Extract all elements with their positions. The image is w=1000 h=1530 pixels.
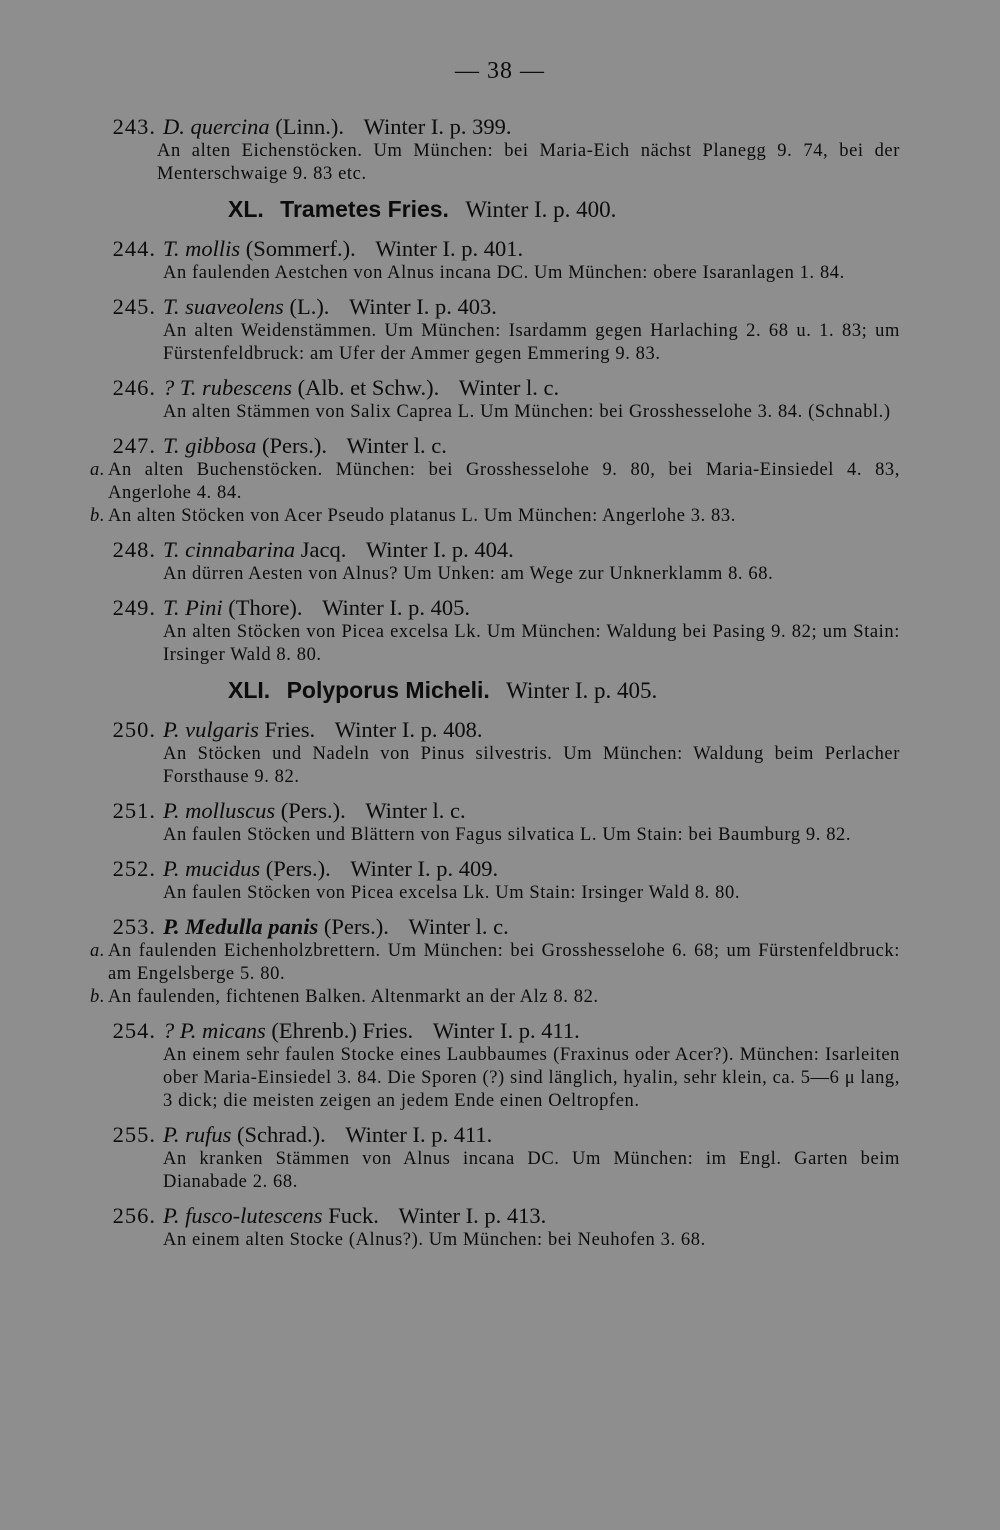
species-name: T. mollis: [163, 236, 241, 261]
entry-number: 245.: [112, 294, 156, 319]
species-entry: [90, 294, 900, 366]
species-entry: [90, 1018, 900, 1113]
species-authority: (Sommerf.).: [245, 236, 356, 261]
species-entry: [90, 914, 900, 1009]
entry-number: 256.: [112, 1203, 156, 1228]
entry-description: An Stöcken und Nadeln von Pinus silvestris. Um München: Waldung beim Perlacher Forsthause 9. 82.: [163, 744, 900, 787]
subitem-text: An faulenden, fichtenen Balken. Altenmarkt an der Alz 8. 82.: [108, 987, 599, 1007]
species-authority: (Schrad.).: [236, 1122, 326, 1147]
species-authority: Jacq.: [300, 537, 347, 562]
literature-reference: Winter I. p. 408.: [334, 717, 483, 742]
entry-number: 254.: [112, 1018, 156, 1043]
entry-number: 252.: [112, 856, 156, 881]
entry-number: 248.: [112, 537, 156, 562]
entry-heading: [90, 717, 900, 743]
species-authority: (Pers.).: [265, 856, 331, 881]
entry-heading: [90, 856, 900, 882]
literature-reference: Winter l. c.: [408, 914, 509, 939]
species-authority: (Pers.).: [323, 914, 389, 939]
entry-heading: [90, 433, 900, 459]
entry-number: 251.: [112, 798, 156, 823]
entry-heading: [90, 537, 900, 563]
species-authority: Fries.: [264, 717, 316, 742]
species-entry: [90, 236, 900, 285]
entry-heading: [90, 798, 900, 824]
species-entry: [90, 114, 900, 186]
subitem-text: An alten Buchenstöcken. München: bei Grosshesselohe 9. 80, bei Maria-Einsiedel 4. 83, Angerlohe 4. 84.: [108, 460, 900, 503]
literature-reference: Winter l. c.: [346, 433, 447, 458]
genus-heading: [90, 676, 900, 705]
species-authority: (Pers.).: [280, 798, 346, 823]
species-authority: Fuck.: [328, 1203, 379, 1228]
entry-number: 247.: [112, 433, 156, 458]
entry-heading: [90, 236, 900, 262]
entry-number: 253.: [112, 914, 156, 939]
literature-reference: Winter I. p. 399.: [363, 114, 512, 139]
species-entry: [90, 1203, 900, 1252]
species-authority: (Pers.).: [261, 433, 327, 458]
species-name: T. suaveolens: [163, 294, 284, 319]
species-authority: (L.).: [289, 294, 330, 319]
entry-heading: [90, 914, 900, 940]
entry-heading: [90, 595, 900, 621]
entry-description: An faulen Stöcken und Blättern von Fagus silvatica L. Um Stain: bei Baumburg 9. 82.: [163, 825, 852, 845]
species-entry: [90, 856, 900, 905]
species-name: P. rufus: [163, 1122, 232, 1147]
entry-heading: [90, 294, 900, 320]
entry-number: 243.: [112, 114, 156, 139]
subitem-letter: a.: [90, 460, 106, 480]
literature-reference: Winter I. p. 409.: [350, 856, 499, 881]
entry-description: An faulen Stöcken von Picea excelsa Lk. Um Stain: Irsinger Wald 8. 80.: [163, 883, 741, 903]
entry-number: 244.: [112, 236, 156, 261]
subitem-letter: b.: [90, 506, 106, 526]
literature-reference: Winter I. p. 401.: [375, 236, 524, 261]
species-entry: [90, 433, 900, 528]
literature-reference: Winter I. p. 405.: [506, 678, 658, 703]
species-authority: (Thore).: [228, 595, 303, 620]
entry-description: An alten Eichenstöcken. Um München: bei Maria-Eich nächst Planegg 9. 74, bei der Menterschwaige 9. 83 etc.: [157, 141, 900, 184]
species-entry: [90, 717, 900, 789]
entry-heading: [90, 1203, 900, 1229]
entry-heading: [90, 375, 900, 401]
entry-description: An faulenden Aestchen von Alnus incana DC. Um München: obere Isaranlagen 1. 84.: [163, 263, 845, 283]
species-name: P. vulgaris: [163, 717, 259, 742]
entry-subitem: [90, 940, 900, 986]
species-name: P. fusco-lutescens: [163, 1203, 323, 1228]
entry-subitem: [90, 986, 900, 1009]
entry-description: An alten Stämmen von Salix Caprea L. Um München: bei Grosshesselohe 3. 84. (Schnabl.): [163, 402, 891, 422]
entry-number: 246.: [112, 375, 156, 400]
species-name: T. Pini: [163, 595, 223, 620]
genus-title: Polyporus Micheli.: [286, 677, 490, 703]
literature-reference: Winter l. c.: [365, 798, 466, 823]
species-name: P. Medulla panis: [163, 914, 319, 939]
entry-number: 250.: [112, 717, 156, 742]
entry-description: An alten Weidenstämmen. Um München: Isardamm gegen Harlaching 2. 68 u. 1. 83; um Fürstenfeldbruck: am Ufer der Ammer gegen Emmering 9. 83.: [163, 321, 900, 364]
section-numeral: XLI.: [228, 677, 271, 703]
entry-number: 255.: [112, 1122, 156, 1147]
page-number: — 38 —: [455, 58, 545, 84]
subitem-text: An faulenden Eichenholzbrettern. Um München: bei Grosshesselohe 6. 68; um Fürstenfeldbruck: am Engelsberge 5. 80.: [108, 941, 900, 984]
literature-reference: Winter I. p. 405.: [322, 595, 470, 620]
entry-subitem: [90, 505, 900, 528]
literature-reference: Winter I. p. 400.: [465, 197, 617, 222]
species-name: T. cinnabarina: [163, 537, 296, 562]
species-name: D. quercina: [163, 114, 270, 139]
literature-reference: Winter l. c.: [458, 375, 560, 400]
page-content: [90, 114, 900, 1261]
literature-reference: Winter I. p. 411.: [345, 1122, 493, 1147]
entry-description: An einem alten Stocke (Alnus?). Um München: bei Neuhofen 3. 68.: [163, 1230, 706, 1250]
entry-description: An dürren Aesten von Alnus? Um Unken: am Wege zur Unknerklamm 8. 68.: [163, 564, 774, 584]
species-name: ? T. rubescens: [163, 375, 292, 400]
entry-description: An einem sehr faulen Stocke eines Laubbaumes (Fraxinus oder Acer?). München: Isarleiten ober Maria-Einsiedel 3. 84. Die Sporen (?) sind länglich, hyalin, sehr klein, ca. 5—6 μ lang, 3 dick; die meisten zeigen an jedem Ende einen Oeltropfen.: [163, 1045, 900, 1111]
species-name: ? P. micans: [163, 1018, 266, 1043]
subitem-text: An alten Stöcken von Acer Pseudo platanus L. Um München: Angerlohe 3. 83.: [108, 506, 736, 526]
species-entry: [90, 375, 900, 424]
species-authority: (Linn.).: [275, 114, 345, 139]
entry-description: An kranken Stämmen von Alnus incana DC. Um München: im Engl. Garten beim Dianabade 2. 68.: [163, 1149, 900, 1192]
species-authority: (Ehrenb.) Fries.: [271, 1018, 414, 1043]
literature-reference: Winter I. p. 411.: [432, 1018, 580, 1043]
species-entry: [90, 798, 900, 847]
entry-number: 249.: [112, 595, 156, 620]
species-name: T. gibbosa: [163, 433, 257, 458]
entry-heading: [90, 114, 900, 140]
literature-reference: Winter I. p. 403.: [349, 294, 497, 319]
species-entry: [90, 595, 900, 667]
subitem-letter: b.: [90, 987, 106, 1007]
subitem-letter: a.: [90, 941, 106, 961]
species-entry: [90, 1122, 900, 1194]
literature-reference: Winter I. p. 413.: [398, 1203, 547, 1228]
genus-heading: [90, 195, 900, 224]
entry-subitem: [90, 459, 900, 505]
species-name: P. molluscus: [163, 798, 276, 823]
entry-heading: [90, 1018, 900, 1044]
entry-heading: [90, 1122, 900, 1148]
entry-description: An alten Stöcken von Picea excelsa Lk. Um München: Waldung bei Pasing 9. 82; um Stain: Irsinger Wald 8. 80.: [163, 622, 900, 665]
section-numeral: XL.: [228, 196, 264, 222]
species-entry: [90, 537, 900, 586]
species-name: P. mucidus: [163, 856, 261, 881]
literature-reference: Winter I. p. 404.: [365, 537, 514, 562]
genus-title: Trametes Fries.: [280, 196, 449, 222]
species-authority: (Alb. et Schw.).: [297, 375, 440, 400]
